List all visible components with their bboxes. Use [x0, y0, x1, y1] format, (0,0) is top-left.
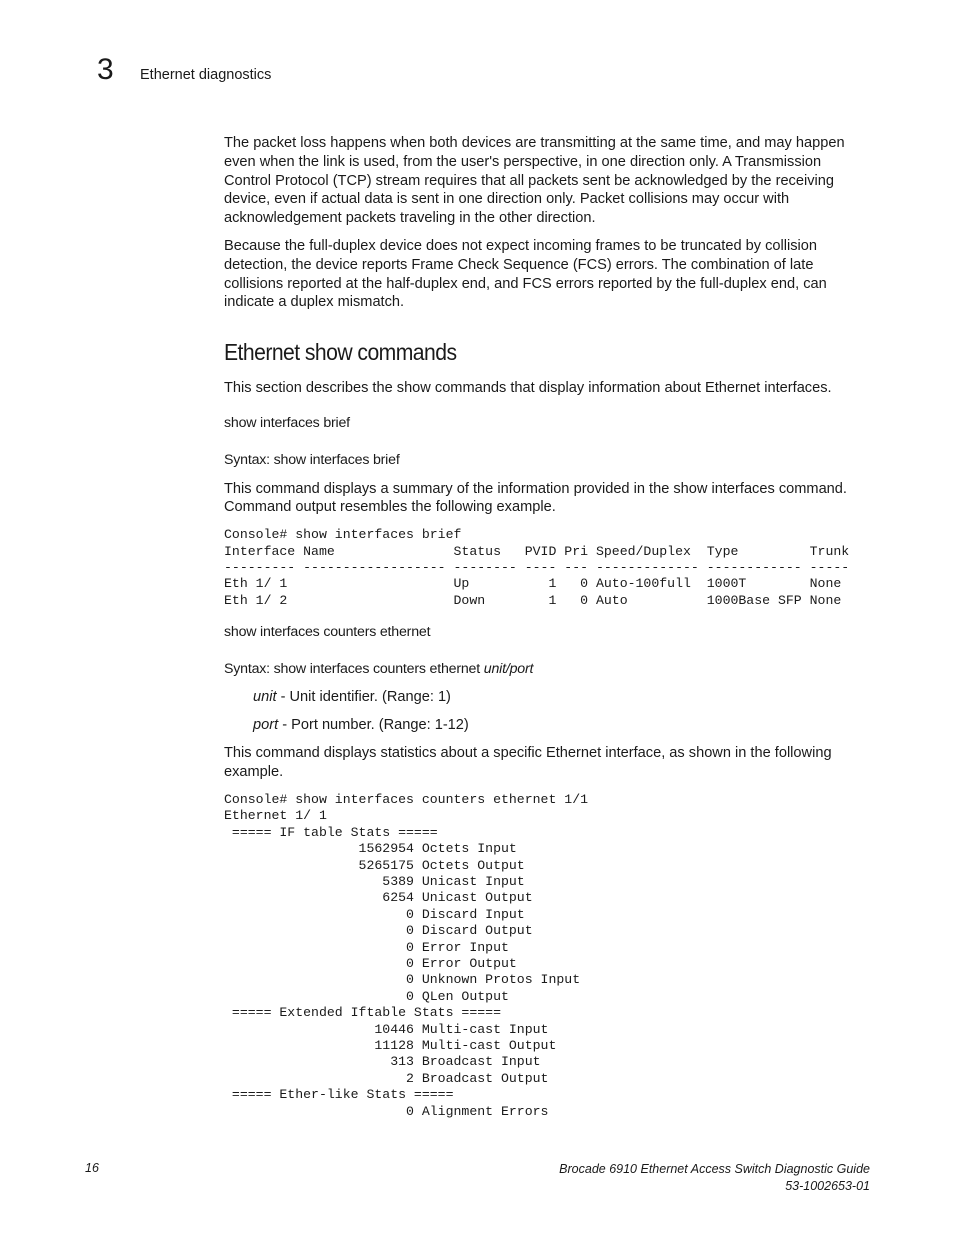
chapter-title: Ethernet diagnostics	[140, 67, 272, 83]
syntax-counters-command: Syntax: show interfaces counters ethernet	[224, 660, 480, 677]
description-brief-text-end: command. Command output resembles the following example.	[224, 480, 847, 516]
paragraph-full-duplex: Because the full-duplex device does not expect incoming frames to be truncated by collision detection, the device reports Frame Check Sequence (FCS) errors. The combination of late collisions reported at the half-duplex end, and FCS errors reported by the full-duplex end, can indicate a duplex mismatch.	[224, 237, 827, 311]
parameter-port-name: port	[253, 716, 279, 733]
paragraph-packet-loss: The packet loss happens when both devices are transmitting at the same time, and may happen even when the link is used, from the user's perspective, in one direction only. A Transmission Control Protocol (TCP) stream requires that all packets sent be acknowledged by the receiving device, even if actual data is sent in one direction only. Packet collisions may occur with acknowledgement packets traveling in the other direction.	[224, 135, 845, 227]
chapter-number: 3	[97, 53, 114, 86]
description-brief-command: show interfaces	[673, 480, 775, 497]
guide-title: Brocade 6910 Ethernet Access Switch Diagnostic Guide	[559, 1162, 870, 1176]
parameter-unit-name: unit	[253, 688, 277, 705]
parameter-port	[253, 716, 864, 735]
parameter-port-desc: - Port number. (Range: 1-12)	[278, 716, 469, 733]
parameter-unit	[253, 688, 864, 707]
description-brief-text: This command displays a summary of the information provided in the	[224, 480, 674, 497]
command-heading-counters: show interfaces counters ethernet	[224, 624, 431, 641]
syntax-brief: Syntax: show interfaces brief	[224, 451, 400, 468]
page-number: 16	[85, 1161, 99, 1175]
description-counters: This command displays statistics about a specific Ethernet interface, as shown in the following example.	[224, 745, 832, 781]
description-brief	[224, 480, 864, 518]
syntax-counters	[224, 660, 864, 679]
document-number: 53-1002653-01	[785, 1179, 870, 1193]
main-content	[224, 134, 864, 1120]
parameter-unit-desc: - Unit identifier. (Range: 1)	[276, 688, 451, 705]
section-intro: This section describes the show commands that display information about Ethernet interfaces.	[224, 380, 832, 397]
footer-info	[559, 1161, 870, 1195]
example-output-brief: Console# show interfaces brief Interface Name Status PVID Pri Speed/Duplex Type Trunk --------- ------------------ -------- ---- --- ------------- ------------ ----- Eth 1/ 1 Up 1 0 Auto-100full 1000T None Eth 1/ 2 Down 1 0 Auto 1000Base SFP None	[224, 527, 850, 608]
section-heading: Ethernet show commands	[224, 339, 457, 366]
command-heading-brief: show interfaces brief	[224, 414, 350, 431]
example-output-counters: Console# show interfaces counters ethernet 1/1 Ethernet 1/ 1 ===== IF table Stats ===== 1562954 Octets Input 5265175 Octets Output 5389 Unicast Input 6254 Unicast Output 0 Discard Input 0 Discard Output 0 Error Input 0 Error Output 0 Unknown Protos Input 0 QLen Output ===== Extended Iftable Stats ===== 10446 Multi-cast Input 11128 Multi-cast Output 313 Broadcast Input 2 Broadcast Output ===== Ether-like Stats ===== 0 Alignment Errors	[224, 791, 589, 1119]
syntax-counters-arg: unit/port	[483, 660, 534, 677]
